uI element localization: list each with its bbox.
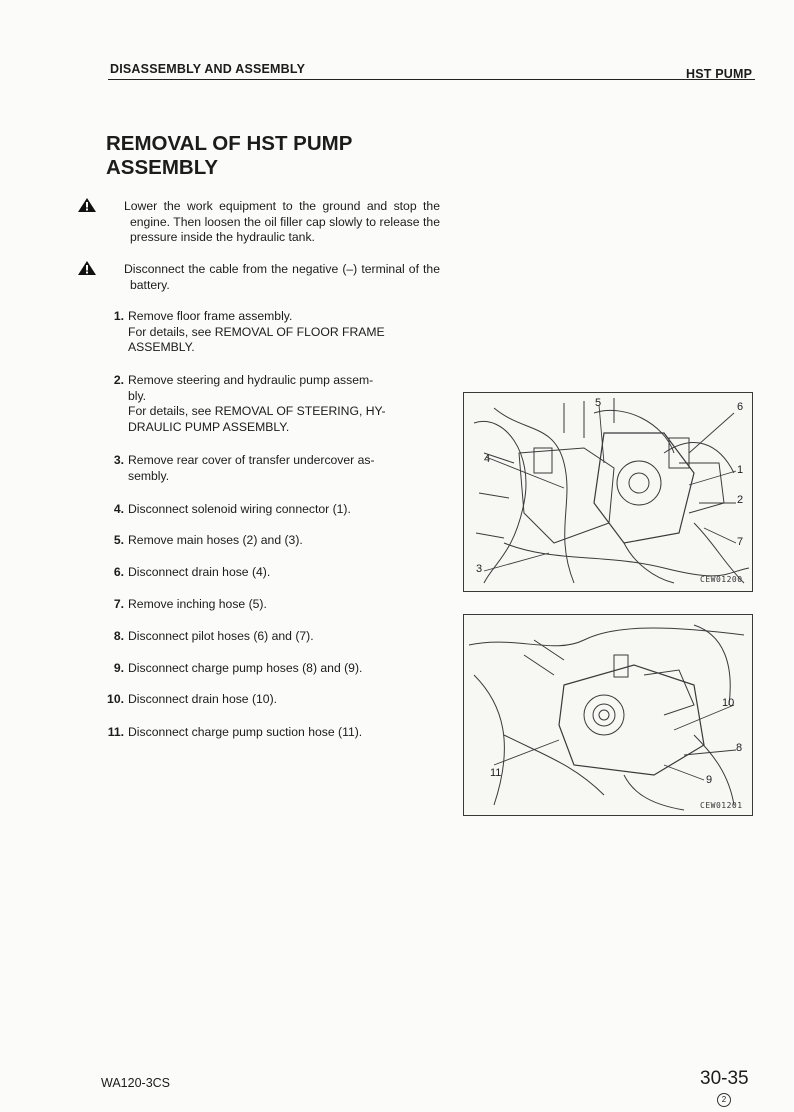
step-text: Disconnect charge pump hoses (8) and (9). [128,661,363,675]
step-number: 1. [113,309,124,323]
step-number: 6. [113,565,124,579]
figure-callout: 8 [736,742,743,754]
figure-callout: 9 [706,774,713,786]
header-topic: HST PUMP [686,67,753,81]
step-number: 10. [107,692,124,706]
figure-callout: 4 [484,453,491,465]
figure-callout: 7 [737,536,744,548]
warning-1 [104,198,440,246]
step-text: For details, see REMOVAL OF STEERING, HY- [128,404,386,419]
step-text: Remove floor frame assembly. [128,309,293,323]
step-text: Disconnect drain hose (4). [128,565,271,579]
step-text: For details, see REMOVAL OF FLOOR FRAME [128,324,385,339]
figure-hst-pump-top [463,392,753,592]
figure-callout: 1 [737,464,744,476]
step-text: Remove main hoses (2) and (3). [128,533,303,547]
warning-text: Disconnect the cable from the negative (–) terminal of the battery. [124,262,440,292]
step-number: 3. [113,453,124,467]
warning-triangle-icon [104,261,122,275]
step-text: DRAULIC PUMP ASSEMBLY. [128,419,290,434]
header-rule [108,79,755,80]
step-number: 5. [113,533,124,547]
warning-2 [104,261,440,293]
step-text: Disconnect solenoid wiring connector (1). [128,502,351,516]
figure-callout: 3 [476,563,483,575]
step-number: 7. [113,597,124,611]
figure-code: CEW01200 [700,575,743,584]
figure-callout: 2 [737,494,744,506]
step-number: 8. [113,629,124,643]
step-number: 9. [113,661,124,675]
step-text: Remove steering and hydraulic pump assem- [128,373,374,387]
step-text: Disconnect drain hose (10). [128,692,278,706]
step-text: Remove inching hose (5). [128,597,267,611]
step-text: sembly. [128,468,170,483]
figure-callout: 10 [722,697,735,709]
warning-triangle-icon [104,198,122,212]
figure-hst-pump-side [463,614,753,816]
step-text: Disconnect pilot hoses (6) and (7). [128,629,314,643]
step-text: bly. [128,388,147,403]
figure-code: CEW01201 [700,801,743,810]
step-text: Remove rear cover of transfer undercover as- [128,453,375,467]
page-title: REMOVAL OF HST PUMP ASSEMBLY [106,132,353,179]
figure-callout: 5 [595,397,602,409]
figure-callout: 11 [490,767,502,779]
step-text: Disconnect charge pump suction hose (11). [128,725,363,739]
step-number: 2. [113,373,124,387]
header-section: DISASSEMBLY AND ASSEMBLY [110,62,306,76]
step-number: 11. [107,725,124,739]
step-number: 4. [113,502,124,516]
footer-page-number: 30-35 [700,1068,749,1089]
step-text: ASSEMBLY. [128,340,195,355]
footer-revision: 2 [717,1093,731,1107]
warning-text: Lower the work equipment to the ground and stop the engine. Then loosen the oil filler cap slowly to release the pressure inside the hydraulic tank. [124,199,440,245]
figure-callout: 6 [737,401,744,413]
figure-illustration [464,393,752,591]
footer-model: WA120-3CS [101,1076,171,1090]
